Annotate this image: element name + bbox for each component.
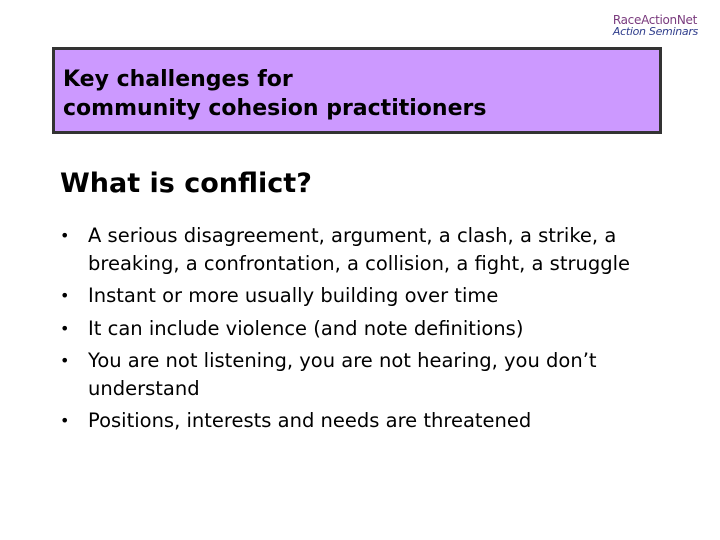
bullet-icon: •	[60, 286, 70, 305]
bullet-item	[60, 347, 680, 402]
title-banner	[52, 47, 662, 134]
title-line-1: Key challenges for	[63, 67, 293, 92]
logo	[613, 14, 698, 38]
bullet-text: You are not listening, you are not hearing, you don’t understand	[88, 349, 597, 400]
bullet-item	[60, 282, 680, 310]
bullet-text: It can include violence (and note definitions)	[88, 316, 524, 340]
bullet-item	[60, 222, 680, 277]
bullet-item	[60, 315, 680, 343]
logo-name: RaceActionNet	[612, 13, 698, 27]
title-line-2: community cohesion practitioners	[63, 96, 487, 121]
bullet-list	[60, 222, 680, 440]
logo-tagline: Action Seminars	[612, 25, 698, 38]
bullet-icon: •	[60, 226, 70, 245]
bullet-icon: •	[60, 411, 70, 430]
section-heading: What is conflict?	[60, 168, 312, 199]
bullet-text: Instant or more usually building over time	[88, 284, 499, 307]
bullet-text: Positions, interests and needs are threatened	[88, 409, 532, 432]
bullet-text: A serious disagreement, argument, a clash, a strike, a breaking, a confrontation, a collision, a fight, a struggle	[88, 224, 631, 275]
bullet-icon: •	[60, 318, 70, 338]
bullet-icon: •	[60, 351, 70, 370]
bullet-item	[60, 407, 680, 435]
